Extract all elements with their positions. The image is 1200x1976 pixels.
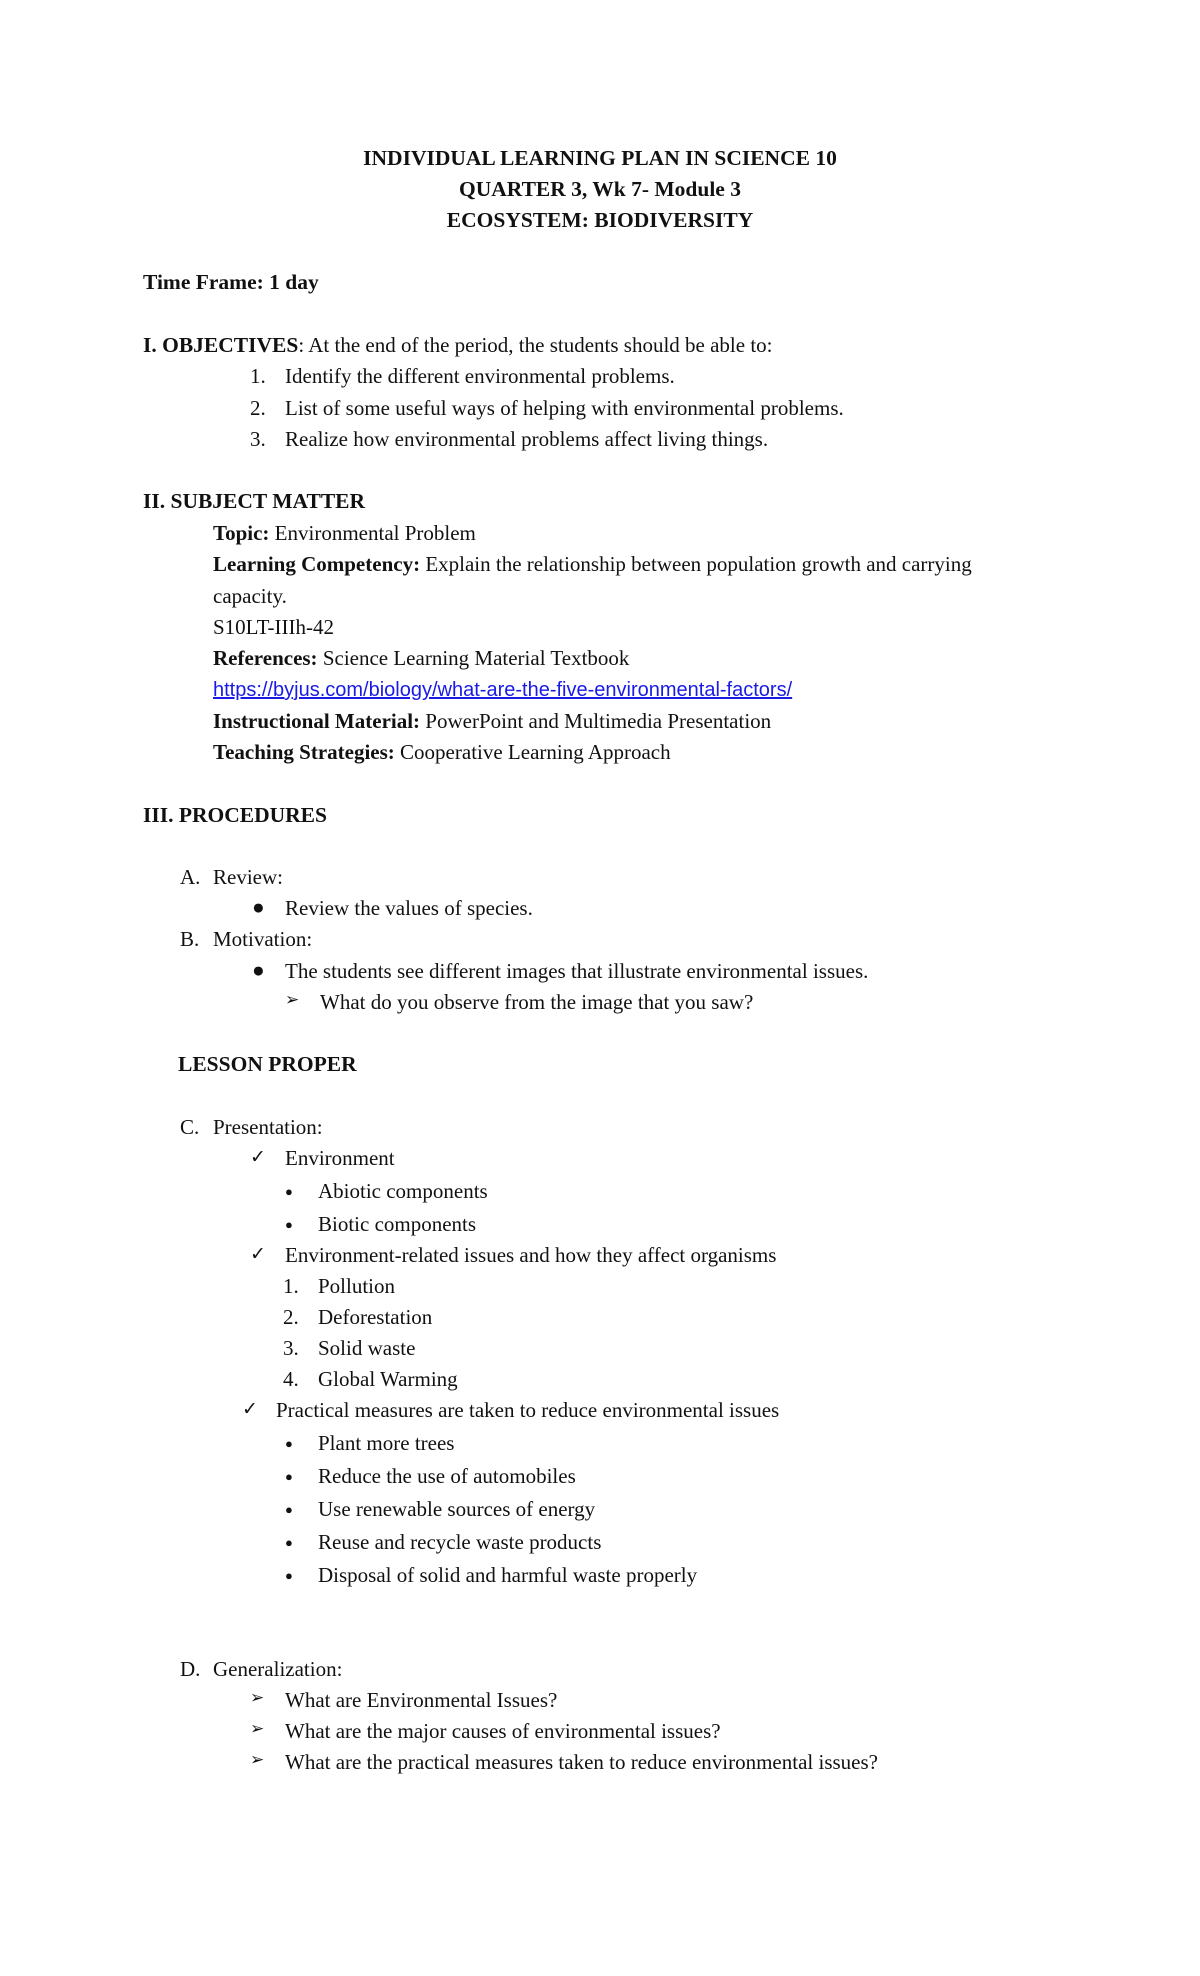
section-label: Presentation: bbox=[213, 1115, 323, 1139]
item-text: Review the values of species. bbox=[285, 896, 533, 920]
item-number: 1. bbox=[250, 364, 266, 388]
item-text: Practical measures are taken to reduce environmental issues bbox=[276, 1398, 780, 1422]
competency-continued: capacity. bbox=[213, 584, 287, 608]
section-label: Review: bbox=[213, 865, 283, 889]
item-text: Disposal of solid and harmful waste properly bbox=[318, 1563, 698, 1587]
title-line-2: QUARTER 3, Wk 7- Module 3 bbox=[459, 177, 741, 201]
arrow-icon: ➢ bbox=[250, 1750, 265, 1770]
section-label: Motivation: bbox=[213, 927, 313, 951]
item-text: Pollution bbox=[318, 1274, 396, 1298]
item-number: 3. bbox=[250, 427, 266, 451]
references-line bbox=[213, 648, 629, 669]
arrow-icon: ➢ bbox=[250, 1719, 265, 1739]
item-text: The students see different images that illustrate environmental issues. bbox=[285, 959, 869, 983]
title-line-1: INDIVIDUAL LEARNING PLAN IN SCIENCE 10 bbox=[363, 146, 837, 170]
competency-code: S10LT-IIIh-42 bbox=[213, 615, 334, 639]
item-text: List of some useful ways of helping with environmental problems. bbox=[285, 396, 844, 420]
reference-link[interactable]: https://byjus.com/biology/what-are-the-five-environmental-factors/ bbox=[213, 679, 793, 701]
procedures-heading: III. PROCEDURES bbox=[143, 803, 327, 827]
item-text: What are the practical measures taken to reduce environmental issues? bbox=[285, 1750, 878, 1774]
strategies-label: Teaching Strategies: bbox=[213, 740, 395, 764]
objectives-heading bbox=[143, 335, 773, 357]
item-text: Reuse and recycle waste products bbox=[318, 1530, 602, 1554]
arrow-icon: ➢ bbox=[250, 1688, 265, 1708]
checkmark-icon: ✓ bbox=[242, 1398, 258, 1420]
item-text: Biotic components bbox=[318, 1212, 477, 1236]
bullet-icon: ● bbox=[252, 958, 265, 982]
time-frame: Time Frame: 1 day bbox=[143, 270, 319, 294]
item-number: 3. bbox=[283, 1336, 299, 1360]
item-text: Identify the different environmental problems. bbox=[285, 364, 675, 388]
item-text: Realize how environmental problems affect living things. bbox=[285, 427, 769, 451]
bullet-icon: ● bbox=[285, 1568, 293, 1583]
section-letter: A. bbox=[180, 865, 201, 889]
section-letter: C. bbox=[180, 1115, 200, 1139]
bullet-icon: ● bbox=[285, 1436, 293, 1451]
bullet-icon: ● bbox=[285, 1217, 293, 1232]
competency-value: Explain the relationship between population growth and carrying bbox=[420, 552, 972, 576]
lesson-proper-heading: LESSON PROPER bbox=[178, 1052, 357, 1076]
item-text: What are Environmental Issues? bbox=[285, 1688, 558, 1712]
strategies-line bbox=[213, 742, 671, 763]
bullet-icon: ● bbox=[285, 1502, 293, 1517]
objectives-label: I. OBJECTIVES bbox=[143, 333, 299, 357]
section-label: Generalization: bbox=[213, 1657, 343, 1681]
item-text: Environment bbox=[285, 1146, 395, 1170]
item-text: Environment-related issues and how they affect organisms bbox=[285, 1243, 777, 1267]
references-label: References: bbox=[213, 646, 318, 670]
item-text: What do you observe from the image that you saw? bbox=[320, 990, 754, 1014]
item-text: Deforestation bbox=[318, 1305, 433, 1329]
topic-value: Environmental Problem bbox=[269, 521, 476, 545]
checkmark-icon: ✓ bbox=[250, 1243, 266, 1265]
subject-matter-heading: II. SUBJECT MATTER bbox=[143, 489, 366, 513]
strategies-value: Cooperative Learning Approach bbox=[394, 740, 671, 764]
bullet-icon: ● bbox=[285, 1184, 293, 1199]
item-number: 1. bbox=[283, 1274, 299, 1298]
topic-line bbox=[213, 523, 476, 544]
instructional-value: PowerPoint and Multimedia Presentation bbox=[420, 709, 772, 733]
competency-line bbox=[213, 554, 972, 575]
instructional-label: Instructional Material: bbox=[213, 709, 421, 733]
bullet-icon: ● bbox=[285, 1535, 293, 1550]
competency-label: Learning Competency: bbox=[213, 552, 421, 576]
instructional-line bbox=[213, 711, 771, 732]
section-letter: B. bbox=[180, 927, 200, 951]
item-number: 2. bbox=[250, 396, 266, 420]
objectives-intro: : At the end of the period, the students should be able to: bbox=[298, 333, 773, 357]
item-text: What are the major causes of environmental issues? bbox=[285, 1719, 721, 1743]
item-text: Global Warming bbox=[318, 1367, 458, 1391]
item-text: Abiotic components bbox=[318, 1179, 488, 1203]
bullet-icon: ● bbox=[252, 895, 265, 919]
item-text: Plant more trees bbox=[318, 1431, 455, 1455]
bullet-icon: ● bbox=[285, 1469, 293, 1484]
title-line-3: ECOSYSTEM: BIODIVERSITY bbox=[446, 208, 754, 232]
item-text: Reduce the use of automobiles bbox=[318, 1464, 576, 1488]
item-number: 2. bbox=[283, 1305, 299, 1329]
section-letter: D. bbox=[180, 1657, 201, 1681]
references-value: Science Learning Material Textbook bbox=[317, 646, 630, 670]
checkmark-icon: ✓ bbox=[250, 1146, 266, 1168]
item-text: Solid waste bbox=[318, 1336, 416, 1360]
item-text: Use renewable sources of energy bbox=[318, 1497, 596, 1521]
arrow-icon: ➢ bbox=[285, 990, 300, 1010]
topic-label: Topic: bbox=[213, 521, 270, 545]
item-number: 4. bbox=[283, 1367, 299, 1391]
